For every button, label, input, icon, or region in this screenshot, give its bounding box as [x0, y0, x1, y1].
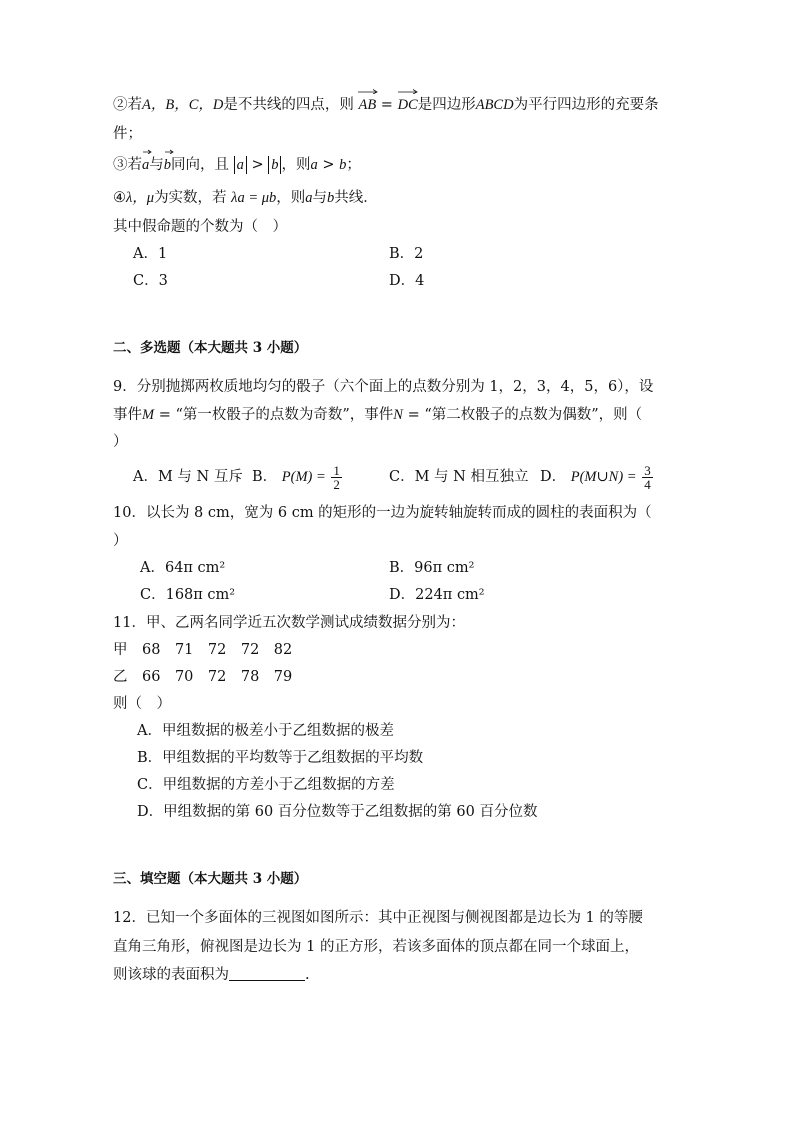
q9-option-b[interactable]: B． P(M) = $\frac{1}{2}$ [252, 462, 340, 492]
fraction-three-quarters: $\frac{3}{4}$ [644, 462, 651, 492]
q10-option-a[interactable]: A．64π cm² [140, 560, 226, 576]
q8-item4: ④λ，μ为实数，若 λa = μb，则a与b共线． [113, 190, 378, 206]
q11-line1: 11．甲、乙两名同学近五次数学测试成绩数据分别为： [113, 615, 465, 631]
q12-line3: 则该球的表面积为 . [113, 967, 310, 983]
q11-option-d[interactable]: D．甲组数据的第 60 百分位数等于乙组数据的第 60 百分位数 [137, 804, 538, 820]
abs-a: a [234, 156, 247, 174]
q11-ze: 则（ ） [113, 696, 171, 712]
section-title-multiple-choice: 二、多选题（本大题共 3 小题） [113, 340, 308, 356]
q10-option-d[interactable]: D．224π cm² [389, 587, 485, 603]
q12-line1: 12．已知一个多面体的三视图如图所示：其中正视图与侧视图都是边长为 1 的等腰 [113, 910, 643, 926]
q11-option-c[interactable]: C．甲组数据的方差小于乙组数据的方差 [137, 777, 395, 793]
vector-arrow-icon [398, 88, 418, 94]
q8-option-c[interactable]: C．3 [133, 273, 168, 289]
section-title-fill-in-blank: 三、填空题（本大题共 3 小题） [113, 871, 308, 887]
q9-option-d[interactable]: D． P(M∪N) = $\frac{3}{4}$ [540, 462, 651, 492]
q8-option-b[interactable]: B．2 [389, 246, 424, 262]
vector-arrow-icon [142, 148, 152, 154]
q8-question: 其中假命题的个数为（ ） [113, 219, 287, 235]
q9-option-a[interactable]: A．M 与 N 互斥 [133, 469, 243, 485]
q8-option-d[interactable]: D．4 [389, 273, 425, 289]
q11-row-jia: 甲 68 71 72 72 82 [113, 642, 293, 658]
q8-item2: ②若A，B，C，D是不共线的四点，则 AB = DC是四边形ABCD为平行四边形的充要条 [113, 95, 659, 115]
vector-ab: AB [358, 95, 376, 115]
fraction-one-half: $\frac{1}{2}$ [333, 462, 340, 492]
q11-option-b[interactable]: B．甲组数据的平均数等于乙组数据的平均数 [137, 750, 424, 766]
q8-item4-equation: λa = μb [231, 190, 277, 206]
q11-option-a[interactable]: A．甲组数据的极差小于乙组数据的极差 [137, 723, 394, 739]
q10-option-b[interactable]: B．96π cm² [389, 560, 475, 576]
vector-a: a [142, 155, 149, 175]
q10-option-c[interactable]: C．168π cm² [140, 587, 236, 603]
q8-item2-cont: 件； [113, 126, 142, 142]
q12-line2: 直角三角形，俯视图是边长为 1 的正方形，若该多面体的顶点都在同一个球面上， [113, 939, 639, 955]
q8-item2-points: A，B，C，D [142, 97, 224, 113]
q9-line3: ） [113, 434, 128, 450]
abs-b: b [268, 156, 281, 174]
q9-line1: 9．分别抛掷两枚质地均匀的骰子（六个面上的点数分别为 1，2，3，4，5，6），设 [113, 379, 654, 395]
q9-option-c[interactable]: C．M 与 N 相互独立 [389, 469, 529, 485]
q8-item3: ③若 a与 b同向，且 a > b ，则a > b； [113, 155, 361, 175]
q8-option-a[interactable]: A．1 [133, 246, 168, 262]
q10-line1: 10．以长为 8 cm，宽为 6 cm 的矩形的一边为旋转轴旋转而成的圆柱的表面积为（ [113, 505, 652, 521]
q11-row-yi: 乙 66 70 72 78 79 [113, 669, 293, 685]
q10-line2: ） [113, 533, 128, 549]
vector-arrow-icon [358, 88, 378, 94]
vector-arrow-icon [164, 148, 174, 154]
vector-dc: DC [398, 95, 418, 115]
vector-b: b [164, 155, 171, 175]
q9-line2: 事件M = “第一枚骰子的点数为奇数”，事件N = “第二枚骰子的点数为偶数”，则（ [113, 407, 643, 423]
q12-answer-blank[interactable] [229, 966, 305, 981]
